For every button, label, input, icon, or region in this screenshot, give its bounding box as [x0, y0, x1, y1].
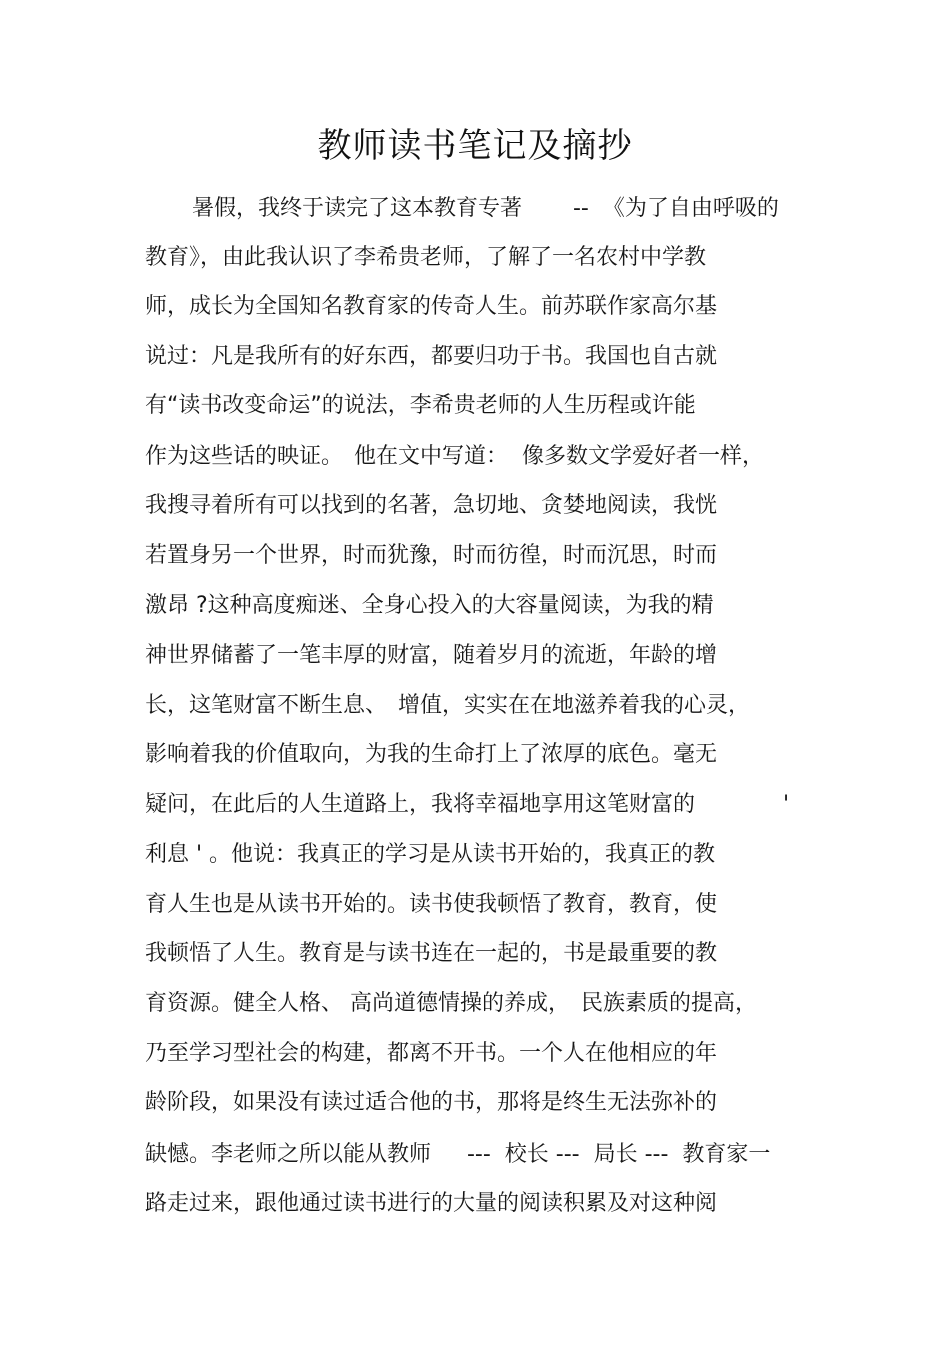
body-line: 疑问，在此后的人生道路上，我将幸福地享用这笔财富的 ' [145, 792, 790, 817]
body-line: 乃至学习型社会的构建，都离不开书。一个人在他相应的年 [145, 1041, 718, 1066]
body-line: 路走过来，跟他通过读书进行的大量的阅读积累及对这种阅 [145, 1191, 718, 1216]
body-line: 龄阶段，如果没有读过适合他的书，那将是终生无法弥补的 [145, 1090, 718, 1115]
body-line: 教育》，由此我认识了李希贵老师，了解了一名农村中学教 [145, 245, 707, 270]
body-line: 影响着我的价值取向，为我的生命打上了浓厚的底色。毫无 [145, 742, 718, 767]
body-line: 暑假，我终于读完了这本教育专著 -- 《为了自由呼吸的 [192, 196, 779, 221]
body-line: 说过：凡是我所有的好东西，都要归功于书。我国也自古就 [145, 344, 718, 369]
body-line: 我顿悟了人生。教育是与读书连在一起的，书是最重要的教 [145, 941, 718, 966]
body-line: 激昂 ?这种高度痴迷、全身心投入的大容量阅读，为我的精 [145, 593, 714, 618]
body-line: 有“读书改变命运”的说法，李希贵老师的人生历程或许能 [145, 393, 696, 418]
body-line: 育资源。健全人格、 高尚道德情操的养成， 民族素质的提高， [145, 991, 757, 1016]
body-line: 长，这笔财富不断生息、 增值，实实在在地滋养着我的心灵， [145, 693, 751, 718]
body-line: 若置身另一个世界，时而犹豫，时而彷徨，时而沉思，时而 [145, 543, 718, 568]
document-title: 教师读书笔记及摘抄 [317, 126, 633, 166]
body-line: 我搜寻着所有可以找到的名著，急切地、贪婪地阅读，我恍 [145, 493, 718, 518]
body-line: 神世界储蓄了一笔丰厚的财富，随着岁月的流逝，年龄的增 [145, 643, 718, 668]
body-line: 师，成长为全国知名教育家的传奇人生。前苏联作家高尔基 [145, 294, 718, 319]
body-line: 作为这些话的映证。 他在文中写道： 像多数文学爱好者一样， [145, 444, 764, 469]
body-line: 育人生也是从读书开始的。读书使我顿悟了教育，教育，使 [145, 892, 718, 917]
body-line: 缺憾。李老师之所以能从教师 --- 校长 --- 局长 --- 教育家一 [145, 1142, 771, 1167]
body-line: 利息 ' 。他说：我真正的学习是从读书开始的，我真正的教 [145, 842, 716, 867]
